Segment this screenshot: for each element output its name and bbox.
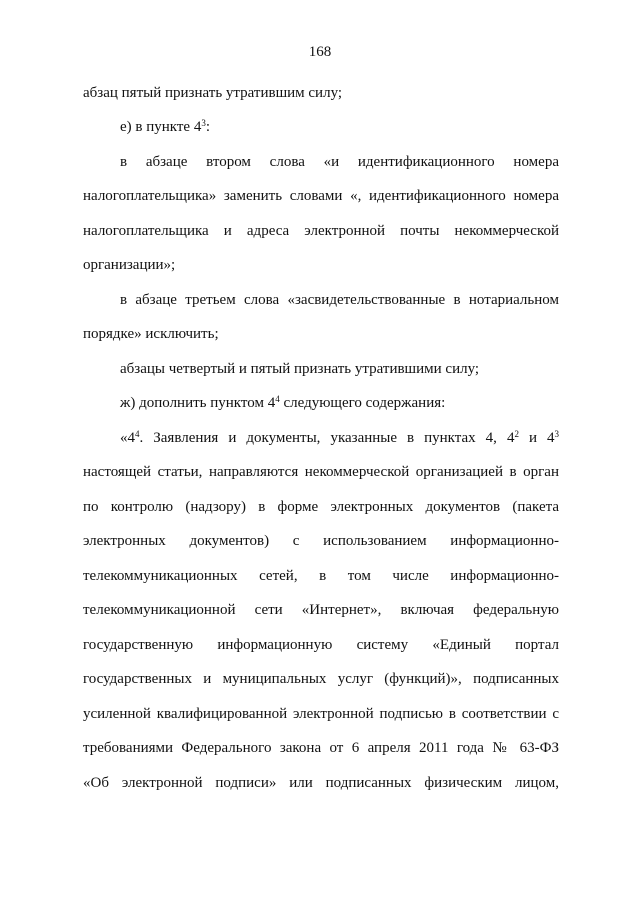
text-line: организации»;	[83, 257, 176, 273]
text-line: электронных документов) с использованием информационно-	[83, 533, 559, 549]
text-line: настоящей статьи, направляются некоммерческой организацией в орган	[83, 464, 559, 480]
superscript: 4	[275, 394, 280, 404]
text-line: требованиями Федерального закона от 6 апреля 2011 года № 63-ФЗ	[83, 740, 559, 756]
page-number: 168	[308, 44, 332, 60]
text-line: «$4^4$. Заявления и документы, указанные в пунктах 4, $4^2$ и $4^3$	[120, 429, 559, 446]
text-line: абзацы четвертый и пятый признать утратившими силу;	[120, 361, 480, 377]
text-line: по контролю (надзору) в форме электронных документов (пакета	[83, 499, 559, 515]
text-line: государственную информационную систему «Единый портал	[83, 637, 559, 653]
text-line: порядке» исключить;	[83, 326, 219, 342]
superscript: 4	[135, 429, 140, 439]
text-line: телекоммуникационной сети «Интернет», включая федеральную	[83, 602, 559, 618]
text-line: телекоммуникационных сетей, в том числе информационно-	[83, 568, 559, 584]
text-line: налогоплательщика и адреса электронной почты некоммерческой	[83, 223, 559, 239]
text-line: в абзаце втором слова «и идентификационного номера	[120, 154, 559, 170]
text-line: абзац пятый признать утратившим силу;	[83, 85, 343, 101]
text-line: «Об электронной подписи» или подписанных физическим лицом,	[83, 775, 559, 791]
superscript: 3	[554, 429, 559, 439]
text-line: государственных и муниципальных услуг (функций)», подписанных	[83, 671, 559, 687]
text-line: усиленной квалифицированной электронной подписью в соответствии с	[83, 706, 559, 722]
superscript: 2	[514, 429, 519, 439]
superscript: 3	[201, 118, 206, 128]
text-line: налогоплательщика» заменить словами «, идентификационного номера	[83, 188, 559, 204]
text-line: ж) дополнить пунктом $4^4$ следующего содержания:	[120, 394, 446, 411]
text-line: е) в пункте $4^3$:	[120, 118, 211, 135]
text-line: в абзаце третьем слова «засвидетельствованные в нотариальном	[120, 292, 559, 308]
